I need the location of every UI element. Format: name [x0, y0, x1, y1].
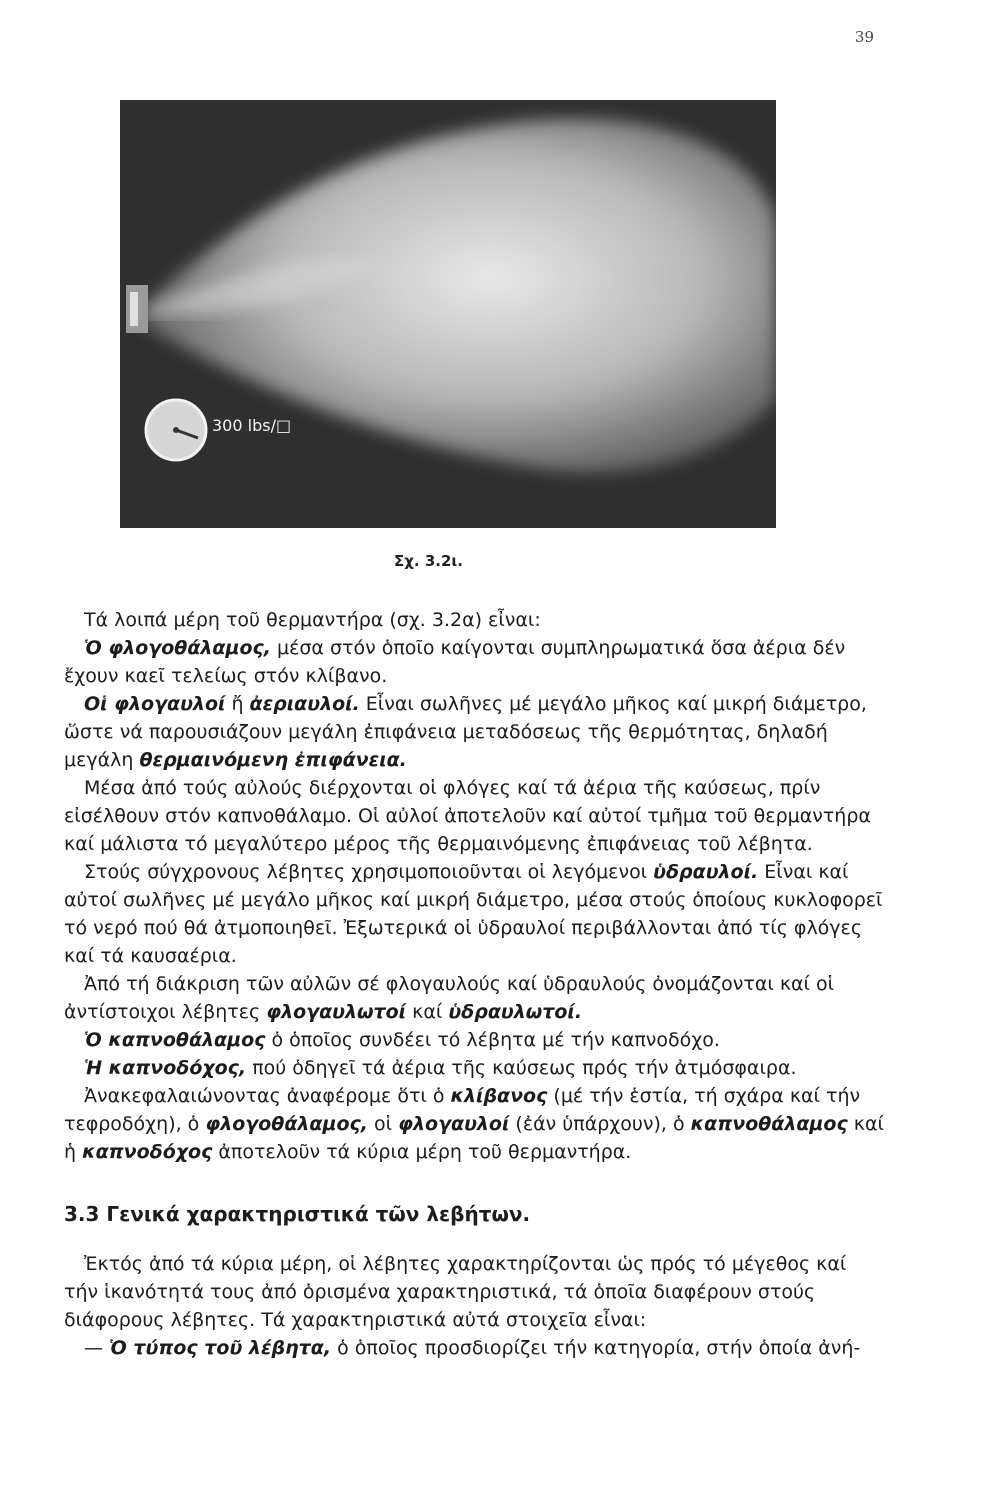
paragraph: [64, 858, 884, 970]
text-run: ὁ ὁποῖος προσδιορίζει τήν κατηγορία, στήν ὁποία ἀνή-: [331, 1337, 861, 1359]
term: Οἱ φλογαυλοί: [84, 693, 226, 715]
dash: —: [84, 1337, 110, 1359]
gauge-label: 300 lbs/□: [212, 416, 292, 435]
text-run: Στούς σύγχρονους λέβητες χρησιμοποιοῦνται οἱ λεγόμενοι: [84, 861, 654, 883]
paragraph: [64, 1082, 884, 1166]
text-run: (μέ τήν ἑστία, τή σχάρα καί τήν τεφροδόχη), ὁ: [64, 1085, 861, 1135]
term: θερμαινόμενη ἐπιφάνεια.: [139, 749, 407, 771]
paragraph: Τά λοιπά μέρη τοῦ θερμαντήρα (σχ. 3.2α) εἶναι:: [84, 609, 541, 631]
text-run: μέσα στόν ὁποῖο καίγονται συμπληρωματικά ὅσα ἀέρια δέν ἔχουν καεῖ τελείως στόν κλίβανο.: [64, 637, 846, 687]
term: ἀεριαυλοί.: [249, 693, 360, 715]
term: ὑδραυλοί.: [653, 861, 759, 883]
body-text: [64, 606, 884, 1362]
section-title: 3.3 Γενικά χαρακτηριστικά τῶν λεβήτων.: [64, 1202, 531, 1226]
spray-photo: [120, 100, 776, 528]
text-run: οἱ: [368, 1113, 399, 1135]
term: καπνοδόχος: [82, 1141, 213, 1163]
term: ὑδραυλωτοί.: [448, 1001, 583, 1023]
paragraph: [64, 1026, 884, 1054]
term: Ὁ καπνοθάλαμος: [84, 1029, 266, 1051]
term: Ὁ τύπος τοῦ λέβητα,: [109, 1337, 332, 1359]
page-number: 39: [854, 28, 874, 46]
text-run: καί: [406, 1001, 449, 1023]
paragraph: [64, 970, 884, 1026]
text-run: ὁ ὁποῖος συνδέει τό λέβητα μέ τήν καπνοδόχο.: [265, 1029, 720, 1051]
term: Ὁ φλογοθάλαμος,: [84, 637, 271, 659]
paragraph: Ἐκτός ἀπό τά κύρια μέρη, οἱ λέβητες χαρακτηρίζονται ὡς πρός τό μέγεθος καί τήν ἱκανότητά τους ἀπό ὁρισμένα χαρακτηριστικά, τά ὁποῖα διαφέρουν στούς διάφορους λέβητες. Τά χαρακτηριστικά αὐτά στοιχεῖα εἶναι:: [64, 1253, 847, 1331]
text-run: Ἀπό τή διάκριση τῶν αὐλῶν σέ φλογαυλούς καί ὑδραυλούς ὀνομάζονται καί οἱ ἀντίστοιχοι λέβητες: [64, 973, 835, 1023]
text-run: καί ἡ: [64, 1113, 884, 1163]
term: φλογοθάλαμος,: [205, 1113, 368, 1135]
text-run: Εἶναι σωλῆνες μέ μεγάλο μῆκος καί μικρή διάμετρο, ὥστε νά παρουσιάζουν μεγάλη ἐπιφάνεια μεταδόσεως τῆς θερμότητας, δηλαδή μεγάλη: [64, 693, 867, 771]
term: φλογαυλωτοί: [266, 1001, 407, 1023]
paragraph: [64, 634, 884, 690]
paragraph: Μέσα ἀπό τούς αὐλούς διέρχονται οἱ φλόγες καί τά ἀέρια τῆς καύσεως, πρίν εἰσέλθουν στόν καπνοθάλαμο. Οἱ αὐλοί ἀποτελοῦν καί αὐτοί τμῆμα τοῦ θερμαντήρα καί μάλιστα τό μεγαλύτερο μέρος τῆς θερμαινόμενης ἐπιφάνειας τοῦ λέβητα.: [64, 777, 871, 855]
paragraph: [64, 690, 884, 774]
list-item: [64, 1334, 884, 1362]
text-run: πού ὁδηγεῖ τά ἀέρια τῆς καύσεως πρός τήν ἀτμόσφαιρα.: [246, 1057, 797, 1079]
text-run: ἀποτελοῦν τά κύρια μέρη τοῦ θερμαντήρα.: [212, 1141, 632, 1163]
paragraph: [64, 1054, 884, 1082]
text-run: Ἀνακεφαλαιώνοντας ἀναφέρομε ὅτι ὁ: [84, 1085, 451, 1107]
text-run: (ἐάν ὑπάρχουν), ὁ: [509, 1113, 691, 1135]
text-run: ἤ: [225, 693, 250, 715]
spray-photo-graphic: [120, 100, 776, 528]
term: καπνοθάλαμος: [690, 1113, 848, 1135]
text-run: Εἶναι καί αὐτοί σωλῆνες μέ μεγάλο μῆκος καί μικρή διάμετρο, μέσα στούς ὁποίους κυκλοφορεῖ τό νερό πού θά ἀτμοποιηθεῖ. Ἐξωτερικά οἱ ὑδραυλοί περιβάλλονται ἀπό τίς φλόγες καί τά καυσαέρια.: [64, 861, 883, 967]
term: φλογαυλοί: [398, 1113, 510, 1135]
figure-caption: Σχ. 3.2ι.: [394, 552, 463, 570]
term: κλίβανος: [450, 1085, 548, 1107]
term: Ἡ καπνοδόχος,: [84, 1057, 247, 1079]
